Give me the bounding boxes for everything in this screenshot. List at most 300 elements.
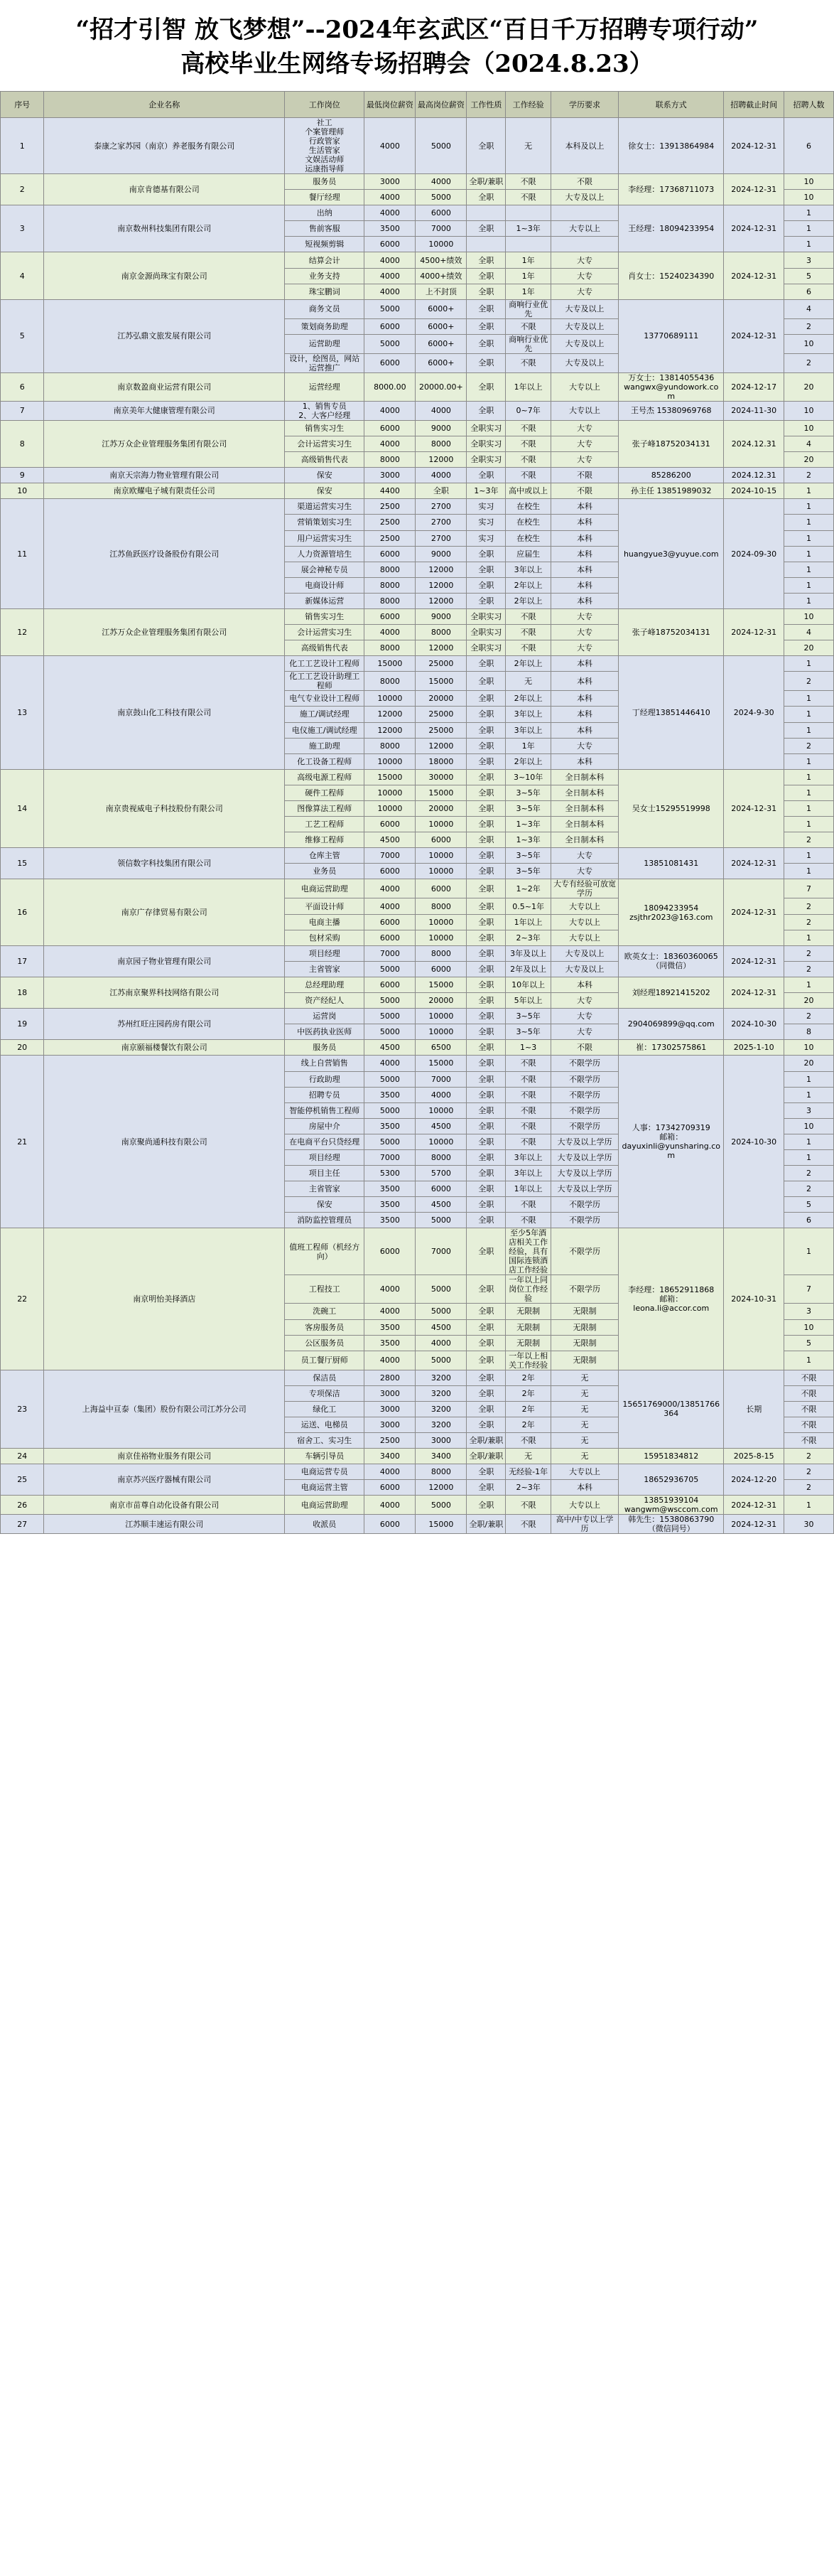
cell-min-salary: 8000 [364, 738, 416, 753]
cell-experience: 3~10年 [506, 769, 551, 785]
cell-max-salary: 20000.00+ [416, 372, 467, 401]
cell-headcount: 1 [784, 656, 834, 672]
cell-headcount: 1 [784, 977, 834, 992]
cell-headcount: 1 [784, 530, 834, 546]
cell-max-salary: 10000 [416, 1102, 467, 1118]
cell-headcount: 1 [784, 1071, 834, 1087]
cell-education: 大专及以上 [551, 318, 618, 334]
cell-headcount: 10 [784, 1040, 834, 1056]
table-row [1, 1515, 834, 1534]
cell-education: 大专及以上 [551, 334, 618, 353]
cell-headcount: 1 [784, 707, 834, 722]
cell-min-salary: 3500 [364, 1181, 416, 1197]
cell-experience: 3年以上 [506, 722, 551, 738]
cell-job-type: 全职 [467, 1228, 506, 1275]
cell-job-type: 全职 [467, 672, 506, 691]
cell-headcount: 1 [784, 562, 834, 577]
cell-job-type: 全职 [467, 299, 506, 318]
table-row [1, 1496, 834, 1515]
cell-job-type: 全职 [467, 190, 506, 205]
cell-headcount: 2 [784, 1480, 834, 1496]
cell-headcount: 1 [784, 722, 834, 738]
cell-deadline: 2024-11-30 [724, 401, 784, 420]
cell-max-salary: 5000 [416, 1351, 467, 1370]
cell-max-salary: 3200 [416, 1401, 467, 1417]
cell-headcount: 2 [784, 672, 834, 691]
cell-position: 电商运营助理 [285, 879, 364, 898]
table-header-row [1, 92, 834, 118]
cell-experience: 2年以上 [506, 593, 551, 608]
cell-contact: 徐女士：13913864984 [619, 118, 724, 174]
cell-company: 南京天宗海力物业管理有限公司 [44, 468, 285, 483]
table-row [1, 174, 834, 190]
cell-company: 江苏万众企业管理服务集团有限公司 [44, 420, 285, 467]
table-row [1, 372, 834, 401]
cell-no: 15 [1, 848, 44, 879]
cell-position: 保洁员 [285, 1370, 364, 1385]
table-row [1, 401, 834, 420]
cell-max-salary: 全职 [416, 483, 467, 499]
cell-max-salary: 30000 [416, 769, 467, 785]
cell-education: 大专以上 [551, 898, 618, 914]
cell-education: 不限 [551, 468, 618, 483]
cell-job-type: 全职 [467, 945, 506, 961]
cell-experience: 1~3年 [506, 221, 551, 237]
cell-no: 1 [1, 118, 44, 174]
cell-min-salary: 4000 [364, 1275, 416, 1304]
cell-education: 本科及以上 [551, 118, 618, 174]
cell-deadline: 2024-09-30 [724, 499, 784, 609]
cell-education: 本科 [551, 562, 618, 577]
cell-deadline: 2024-12-31 [724, 205, 784, 252]
cell-max-salary: 9000 [416, 420, 467, 436]
cell-company: 南京颐福楼餐饮有限公司 [44, 1040, 285, 1056]
cell-max-salary: 4000 [416, 468, 467, 483]
cell-job-type: 全职 [467, 1134, 506, 1149]
cell-education: 大专 [551, 252, 618, 268]
cell-job-type: 全职/兼职 [467, 174, 506, 190]
cell-max-salary: 9000 [416, 608, 467, 624]
cell-deadline: 2024-12-31 [724, 848, 784, 879]
cell-min-salary: 7000 [364, 945, 416, 961]
cell-job-type: 实习 [467, 515, 506, 530]
cell-max-salary: 4500 [416, 1319, 467, 1335]
cell-headcount: 3 [784, 1304, 834, 1319]
cell-max-salary: 12000 [416, 738, 467, 753]
cell-min-salary: 4400 [364, 483, 416, 499]
cell-job-type: 全职 [467, 401, 506, 420]
cell-max-salary: 3200 [416, 1385, 467, 1401]
cell-headcount: 2 [784, 1449, 834, 1464]
cell-max-salary: 15000 [416, 672, 467, 691]
cell-position: 人力资源管培生 [285, 546, 364, 562]
cell-education: 大专及以上 [551, 961, 618, 977]
cell-experience: 3年及以上 [506, 945, 551, 961]
cell-education: 无 [551, 1401, 618, 1417]
cell-contact: 崔：17302575861 [619, 1040, 724, 1056]
cell-headcount: 20 [784, 640, 834, 656]
cell-deadline: 2024-12-17 [724, 372, 784, 401]
cell-job-type: 全职 [467, 738, 506, 753]
cell-headcount: 1 [784, 515, 834, 530]
cell-experience: 3年以上 [506, 707, 551, 722]
cell-contact: huangyue3@yuyue.com [619, 499, 724, 609]
cell-job-type: 全职 [467, 753, 506, 769]
cell-education: 无 [551, 1417, 618, 1433]
cell-min-salary: 6000 [364, 608, 416, 624]
cell-education: 不限学历 [551, 1102, 618, 1118]
cell-min-salary: 8000 [364, 562, 416, 577]
cell-position: 电气专业设计工程师 [285, 691, 364, 707]
cell-min-salary: 6000 [364, 914, 416, 930]
cell-headcount: 4 [784, 625, 834, 640]
cell-education: 本科 [551, 515, 618, 530]
cell-experience [506, 237, 551, 252]
cell-job-type: 全职 [467, 593, 506, 608]
cell-position: 销售实习生 [285, 608, 364, 624]
cell-experience: 3年以上 [506, 562, 551, 577]
cell-no: 9 [1, 468, 44, 483]
cell-min-salary: 2500 [364, 1433, 416, 1449]
cell-position: 商务文员 [285, 299, 364, 318]
page-title-line1: “招才引智 放飞梦想”--2024年玄武区“百日千万招聘专项行动” [75, 16, 759, 44]
cell-experience: 不限 [506, 1087, 551, 1102]
cell-education: 全日制本科 [551, 785, 618, 800]
cell-experience: 不限 [506, 436, 551, 451]
cell-position: 会计运营实习生 [285, 436, 364, 451]
cell-education: 全日制本科 [551, 817, 618, 832]
cell-contact: 王经理：18094233954 [619, 205, 724, 252]
cell-min-salary: 8000 [364, 593, 416, 608]
cell-education: 大专以上 [551, 1496, 618, 1515]
cell-deadline: 2024-12-31 [724, 1496, 784, 1515]
cell-max-salary: 10000 [416, 930, 467, 945]
cell-headcount: 1 [784, 1228, 834, 1275]
cell-education: 本科 [551, 707, 618, 722]
cell-headcount: 不限 [784, 1385, 834, 1401]
cell-job-type: 全职 [467, 1149, 506, 1165]
cell-job-type: 全职 [467, 864, 506, 879]
table-body [1, 118, 834, 1534]
cell-job-type: 全职 [467, 817, 506, 832]
cell-education: 无 [551, 1370, 618, 1385]
cell-education: 本科 [551, 691, 618, 707]
cell-min-salary: 2500 [364, 515, 416, 530]
cell-education: 无 [551, 1433, 618, 1449]
cell-headcount: 6 [784, 284, 834, 299]
cell-position: 电商设计师 [285, 577, 364, 593]
cell-headcount: 不限 [784, 1433, 834, 1449]
cell-position: 电商运营主管 [285, 1480, 364, 1496]
cell-experience: 2~3年 [506, 1480, 551, 1496]
cell-position: 运营经理 [285, 372, 364, 401]
cell-max-salary: 10000 [416, 1024, 467, 1040]
cell-max-salary: 15000 [416, 785, 467, 800]
cell-education: 大专 [551, 284, 618, 299]
cell-position: 珠宝鹏词 [285, 284, 364, 299]
cell-no: 3 [1, 205, 44, 252]
cell-job-type: 全职/兼职 [467, 1515, 506, 1534]
table-row [1, 1056, 834, 1071]
cell-position: 线上自营销售 [285, 1056, 364, 1071]
cell-max-salary: 10000 [416, 817, 467, 832]
header-min-salary: 最低岗位薪资 [364, 92, 416, 118]
cell-deadline: 2024-10-30 [724, 1056, 784, 1228]
cell-company: 南京市苗尊自动化设备有限公司 [44, 1496, 285, 1515]
cell-contact: 2904069899@qq.com [619, 1009, 724, 1040]
cell-no: 25 [1, 1464, 44, 1496]
cell-headcount: 10 [784, 174, 834, 190]
cell-max-salary: 4000+绩效 [416, 268, 467, 284]
cell-job-type: 全职 [467, 1417, 506, 1433]
cell-education: 无限制 [551, 1351, 618, 1370]
cell-position: 电仪施工/调试经理 [285, 722, 364, 738]
cell-min-salary: 4000 [364, 1304, 416, 1319]
cell-max-salary: 6000 [416, 961, 467, 977]
cell-max-salary: 2700 [416, 499, 467, 515]
cell-no: 4 [1, 252, 44, 299]
cell-experience: 2年 [506, 1385, 551, 1401]
cell-position: 销售实习生 [285, 420, 364, 436]
cell-company: 江苏鱼跃医疗设备股份有限公司 [44, 499, 285, 609]
cell-experience: 0.5~1年 [506, 898, 551, 914]
cell-education: 大专以上 [551, 372, 618, 401]
cell-headcount: 不限 [784, 1370, 834, 1385]
cell-education: 大专 [551, 420, 618, 436]
cell-max-salary: 8000 [416, 625, 467, 640]
cell-min-salary: 3400 [364, 1449, 416, 1464]
cell-position: 维修工程师 [285, 832, 364, 848]
cell-education: 大专 [551, 452, 618, 468]
cell-education: 大专有经验可放宽学历 [551, 879, 618, 898]
cell-max-salary: 6000+ [416, 334, 467, 353]
cell-min-salary: 15000 [364, 656, 416, 672]
cell-experience: 3~5年 [506, 848, 551, 864]
cell-headcount: 3 [784, 1102, 834, 1118]
cell-max-salary: 6000 [416, 205, 467, 221]
cell-position: 包材采购 [285, 930, 364, 945]
cell-job-type: 全职 [467, 1102, 506, 1118]
cell-company: 江苏万众企业管理服务集团有限公司 [44, 608, 285, 655]
cell-position: 施工/调试经理 [285, 707, 364, 722]
cell-min-salary: 8000.00 [364, 372, 416, 401]
cell-max-salary: 8000 [416, 436, 467, 451]
cell-education: 大专及以上 [551, 353, 618, 372]
cell-min-salary: 6000 [364, 930, 416, 945]
cell-position: 策划商务助理 [285, 318, 364, 334]
cell-min-salary: 2800 [364, 1370, 416, 1385]
cell-education: 本科 [551, 577, 618, 593]
cell-job-type: 全职 [467, 252, 506, 268]
cell-job-type: 全职 [467, 284, 506, 299]
cell-company: 南京广存律贸易有限公司 [44, 879, 285, 945]
cell-min-salary: 5000 [364, 299, 416, 318]
cell-education: 大专以上 [551, 1464, 618, 1480]
cell-headcount: 1 [784, 1351, 834, 1370]
cell-min-salary: 6000 [364, 1228, 416, 1275]
table-row [1, 945, 834, 961]
cell-job-type: 实习 [467, 530, 506, 546]
cell-no: 16 [1, 879, 44, 945]
cell-job-type: 全职 [467, 1351, 506, 1370]
cell-company: 江苏南京聚界科技网络有限公司 [44, 977, 285, 1008]
cell-headcount: 2 [784, 318, 834, 334]
cell-experience: 无 [506, 118, 551, 174]
cell-job-type: 全职 [467, 1385, 506, 1401]
cell-company: 苏州红旺庄园药房有限公司 [44, 1009, 285, 1040]
cell-deadline: 2024-10-30 [724, 1009, 784, 1040]
cell-max-salary: 12000 [416, 562, 467, 577]
cell-max-salary: 4000 [416, 174, 467, 190]
cell-education: 不限 [551, 1040, 618, 1056]
cell-min-salary: 4000 [364, 252, 416, 268]
cell-headcount: 2 [784, 353, 834, 372]
cell-education: 大专及以上学历 [551, 1166, 618, 1181]
cell-headcount: 2 [784, 1166, 834, 1181]
cell-experience: 2年以上 [506, 656, 551, 672]
table-row [1, 977, 834, 992]
cell-headcount: 20 [784, 452, 834, 468]
cell-job-type: 全职 [467, 707, 506, 722]
cell-headcount: 1 [784, 1149, 834, 1165]
cell-position: 客房服务员 [285, 1319, 364, 1335]
cell-max-salary: 4000 [416, 1087, 467, 1102]
cell-max-salary: 4500+绩效 [416, 252, 467, 268]
cell-max-salary: 2700 [416, 530, 467, 546]
cell-education: 大专及以上学历 [551, 1134, 618, 1149]
cell-job-type: 全职 [467, 832, 506, 848]
cell-no: 22 [1, 1228, 44, 1370]
cell-deadline: 2024-12-31 [724, 879, 784, 945]
cell-position: 化工工艺设计工程师 [285, 656, 364, 672]
cell-min-salary: 5000 [364, 1134, 416, 1149]
cell-company: 南京肯德基有限公司 [44, 174, 285, 205]
cell-contact: 李经理：18652911868 邮箱： leona.li@accor.com [619, 1228, 724, 1370]
cell-max-salary: 25000 [416, 707, 467, 722]
cell-deadline: 2024-12-31 [724, 299, 784, 372]
cell-experience: 1~3年 [506, 817, 551, 832]
cell-education: 本科 [551, 546, 618, 562]
cell-job-type: 全职 [467, 1319, 506, 1335]
cell-position: 项目主任 [285, 1166, 364, 1181]
cell-no: 20 [1, 1040, 44, 1056]
cell-max-salary: 4000 [416, 1335, 467, 1351]
cell-company: 领信数字科技集团有限公司 [44, 848, 285, 879]
cell-max-salary: 6500 [416, 1040, 467, 1056]
cell-max-salary: 15000 [416, 977, 467, 992]
cell-job-type: 全职 [467, 1480, 506, 1496]
cell-max-salary: 5000 [416, 118, 467, 174]
cell-max-salary: 10000 [416, 1009, 467, 1024]
cell-position: 社工 个案管理师 行政管家 生活管家 文娱活动师 运康指导师 [285, 118, 364, 174]
cell-min-salary: 3000 [364, 1401, 416, 1417]
cell-education: 本科 [551, 753, 618, 769]
cell-job-type: 全职 [467, 268, 506, 284]
cell-min-salary: 4000 [364, 1056, 416, 1071]
cell-headcount: 2 [784, 468, 834, 483]
cell-job-type: 全职实习 [467, 436, 506, 451]
table-row [1, 252, 834, 268]
cell-headcount: 5 [784, 268, 834, 284]
table-row [1, 1464, 834, 1480]
cell-max-salary: 20000 [416, 993, 467, 1009]
cell-company: 南京贵视威电子科技股份有限公司 [44, 769, 285, 847]
cell-job-type: 全职实习 [467, 452, 506, 468]
cell-job-type: 全职 [467, 993, 506, 1009]
cell-education: 大专 [551, 608, 618, 624]
cell-max-salary: 7000 [416, 221, 467, 237]
cell-min-salary: 3000 [364, 1417, 416, 1433]
cell-min-salary: 3000 [364, 174, 416, 190]
cell-min-salary: 4000 [364, 879, 416, 898]
cell-max-salary: 8000 [416, 898, 467, 914]
cell-headcount: 1 [784, 577, 834, 593]
cell-no: 6 [1, 372, 44, 401]
cell-job-type: 全职 [467, 961, 506, 977]
cell-experience: 2~3年 [506, 930, 551, 945]
cell-education: 本科 [551, 530, 618, 546]
cell-company: 江苏顺丰速运有限公司 [44, 1515, 285, 1534]
cell-job-type: 全职实习 [467, 625, 506, 640]
cell-experience: 不限 [506, 608, 551, 624]
cell-max-salary: 5000 [416, 1213, 467, 1228]
cell-job-type: 全职 [467, 1197, 506, 1213]
cell-position: 高级销售代表 [285, 452, 364, 468]
cell-max-salary: 5700 [416, 1166, 467, 1181]
cell-contact: 13851081431 [619, 848, 724, 879]
cell-job-type: 全职 [467, 372, 506, 401]
cell-position: 图像算法工程师 [285, 801, 364, 817]
cell-deadline: 2024-9-30 [724, 656, 784, 770]
cell-education: 大专 [551, 640, 618, 656]
cell-max-salary: 4500 [416, 1197, 467, 1213]
cell-max-salary: 3400 [416, 1449, 467, 1464]
cell-job-type: 全职 [467, 1040, 506, 1056]
cell-no: 14 [1, 769, 44, 847]
cell-education [551, 237, 618, 252]
cell-experience: 不限 [506, 1197, 551, 1213]
cell-headcount: 2 [784, 1464, 834, 1480]
cell-position: 总经理助理 [285, 977, 364, 992]
cell-position: 餐厅经理 [285, 190, 364, 205]
cell-education: 本科 [551, 672, 618, 691]
cell-headcount: 1 [784, 785, 834, 800]
cell-min-salary: 6000 [364, 817, 416, 832]
cell-experience: 不限 [506, 420, 551, 436]
cell-position: 工程技工 [285, 1275, 364, 1304]
cell-company: 南京欧耀电子城有限责任公司 [44, 483, 285, 499]
cell-education: 本科 [551, 499, 618, 515]
cell-contact: 15651769000/13851766364 [619, 1370, 724, 1448]
cell-deadline: 2024.12.31 [724, 468, 784, 483]
cell-headcount: 10 [784, 1319, 834, 1335]
cell-experience: 2年 [506, 1417, 551, 1433]
cell-min-salary: 7000 [364, 1149, 416, 1165]
cell-position: 业务支持 [285, 268, 364, 284]
cell-headcount: 1 [784, 930, 834, 945]
cell-min-salary: 3500 [364, 1335, 416, 1351]
cell-deadline: 2024-12-31 [724, 977, 784, 1008]
cell-headcount: 20 [784, 1056, 834, 1071]
cell-experience: 0~7年 [506, 401, 551, 420]
cell-position: 资产经纪人 [285, 993, 364, 1009]
cell-education: 大专 [551, 864, 618, 879]
cell-min-salary: 12000 [364, 722, 416, 738]
cell-experience: 不限 [506, 1118, 551, 1134]
cell-deadline: 2025-1-10 [724, 1040, 784, 1056]
cell-headcount: 7 [784, 879, 834, 898]
cell-company: 南京佳裕物业服务有限公司 [44, 1449, 285, 1464]
